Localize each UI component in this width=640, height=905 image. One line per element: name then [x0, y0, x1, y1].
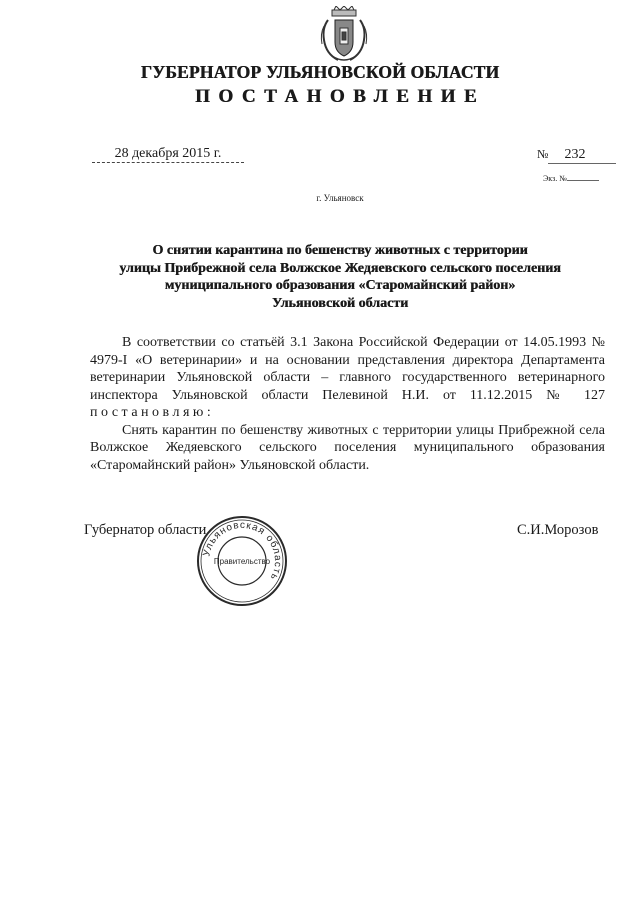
- copy-label: Экз. №: [543, 174, 567, 183]
- subject-line: муниципального образования «Старомайнский район»: [164, 278, 516, 293]
- basis-text: В соответствии со статьёй 3.1 Закона Российской Федерации от 14.05.1993 № 4979-I «О ветеринарии» и на основании представления директора Департамента ветеринарии Ульяновской области – главного государственного ветеринарного инспектора Ульяновской области Пелевиной Н.И. от 11.12.2015 № 127: [90, 335, 605, 403]
- decree-word: постановляю:: [90, 405, 215, 420]
- seal-outer-text: Ульяновская область: [201, 519, 284, 583]
- coat-of-arms-icon: [318, 6, 370, 64]
- signer-name: С.И.Морозов: [517, 522, 599, 538]
- document-number-row: [537, 146, 616, 164]
- subject-line: О снятии карантина по бешенству животных с территории: [152, 243, 528, 258]
- document-number: 232: [548, 147, 616, 164]
- document-body: [90, 334, 605, 474]
- body-paragraph: [90, 334, 605, 422]
- subject-line: Ульяновской области: [271, 295, 409, 311]
- number-label: №: [537, 147, 549, 161]
- subject-line: улицы Прибрежной села Волжское Жедяевского сельского поселения: [119, 260, 561, 276]
- copy-number-blank: [567, 180, 599, 181]
- city: г. Ульяновск: [316, 193, 364, 203]
- seal-inner-text: Правительство: [213, 557, 271, 566]
- copy-number-row: [543, 174, 599, 184]
- body-paragraph: Снять карантин по бешенству животных с территории улицы Прибрежной села Волжское Жедяевского сельского поселения муниципального образования «Старомайнский район» Ульяновской области.: [90, 422, 605, 473]
- document-subject: [90, 242, 590, 312]
- signer-title: Губернатор области: [84, 522, 207, 538]
- svg-text:Ульяновская область: [201, 520, 283, 582]
- document-type: ПОСТАНОВЛЕНИЕ: [194, 86, 486, 107]
- issuing-authority: ГУБЕРНАТОР УЛЬЯНОВСКОЙ ОБЛАСТИ: [140, 62, 500, 82]
- official-seal: [196, 515, 288, 607]
- document-date: 28 декабря 2015 г.: [92, 146, 244, 163]
